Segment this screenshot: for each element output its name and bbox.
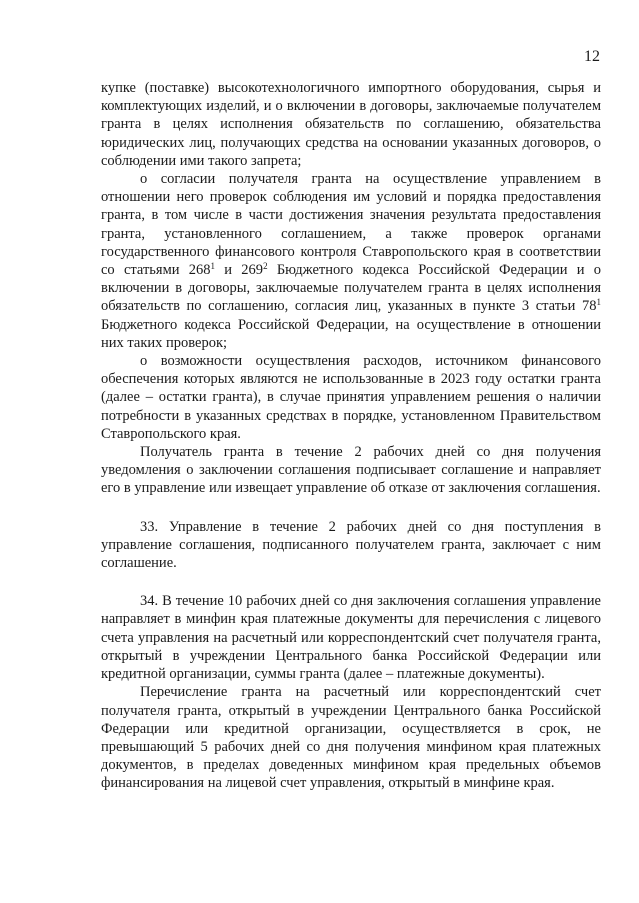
superscript: 2 [263,261,268,272]
paragraph-audit-consent [101,170,601,352]
clause-34: 34. В течение 10 рабочих дней со дня заключения соглашения управление направляет в минфин края платежные документы для перечисления с лицевого счета управления на расчетный или корреспондентский счет получателя гранта, открытый в учреждении Центрального банка Российской Федерации или кредитной организации, суммы гранта (далее – платежные документы). [101,593,601,683]
paragraph-grant-transfer: Перечисление гранта на расчетный или корреспондентский счет получателя гранта, открытый в учреждении Центрального банка Российской Федерации или кредитной организации, осуществляется в срок, не превышающий 5 рабочих дней со дня получения минфином края платежных документов, в пределах доведенных минфином края предельных объемов финансирования на лицевой счет управления, открытый в минфине края. [101,684,601,792]
text-segment: Бюджетного кодекса Российской Федерации, на осуществление в отношении них таких проверок; [101,316,601,351]
text-segment: о согласии получателя гранта на осуществление управлением в отношении него проверок соблюдения им условий и порядка предоставления гранта, в том числе в части достижения значения результата предоставления гранта, установленного соглашением, а также проверок органами государственного финансового контроля Ставропольского края в соответствии со статьями 268 [101,171,601,279]
text-segment: Бюджетного кодекса Российской Федерации и о включении в договоры, заключаемые получателем гранта в целях исполнения обязательств по соглашению, согласия лиц, указанных в пункте 3 статьи 78 [101,262,601,315]
page-number: 12 [584,48,600,65]
paragraph-recipient-signing: Получатель гранта в течение 2 рабочих дней со дня получения уведомления о заключении соглашения подписывает соглашение и направляет его в управление или извещает управление об отказе от заключения соглашения. [101,444,601,497]
superscript: 1 [596,297,601,308]
superscript: 1 [210,261,216,272]
text-segment: и 269 [215,262,264,279]
document-body [101,79,601,793]
paragraph-grant-remainder: о возможности осуществления расходов, источником финансового обеспечения которых являются не использованные в 2023 году остатки гранта (далее – остатки гранта), в случае принятия управлением решения о наличии потребности в указанных средствах в порядке, установленном Правительством Ставропольского края. [101,353,601,442]
clause-33: 33. Управление в течение 2 рабочих дней со дня поступления в управление соглашения, подписанного получателем гранта, заключает с ним соглашение. [101,518,601,572]
paragraph-import-ban: купке (поставке) высокотехнологичного импортного оборудования, сырья и комплектующих изделий, и о включении в договоры, заключаемые получателем гранта в целях исполнения обязательств по соглашению, обязательства юридических лиц, получающих средства на основании указанных договоров, о соблюдении ими такого запрета; [101,80,601,169]
